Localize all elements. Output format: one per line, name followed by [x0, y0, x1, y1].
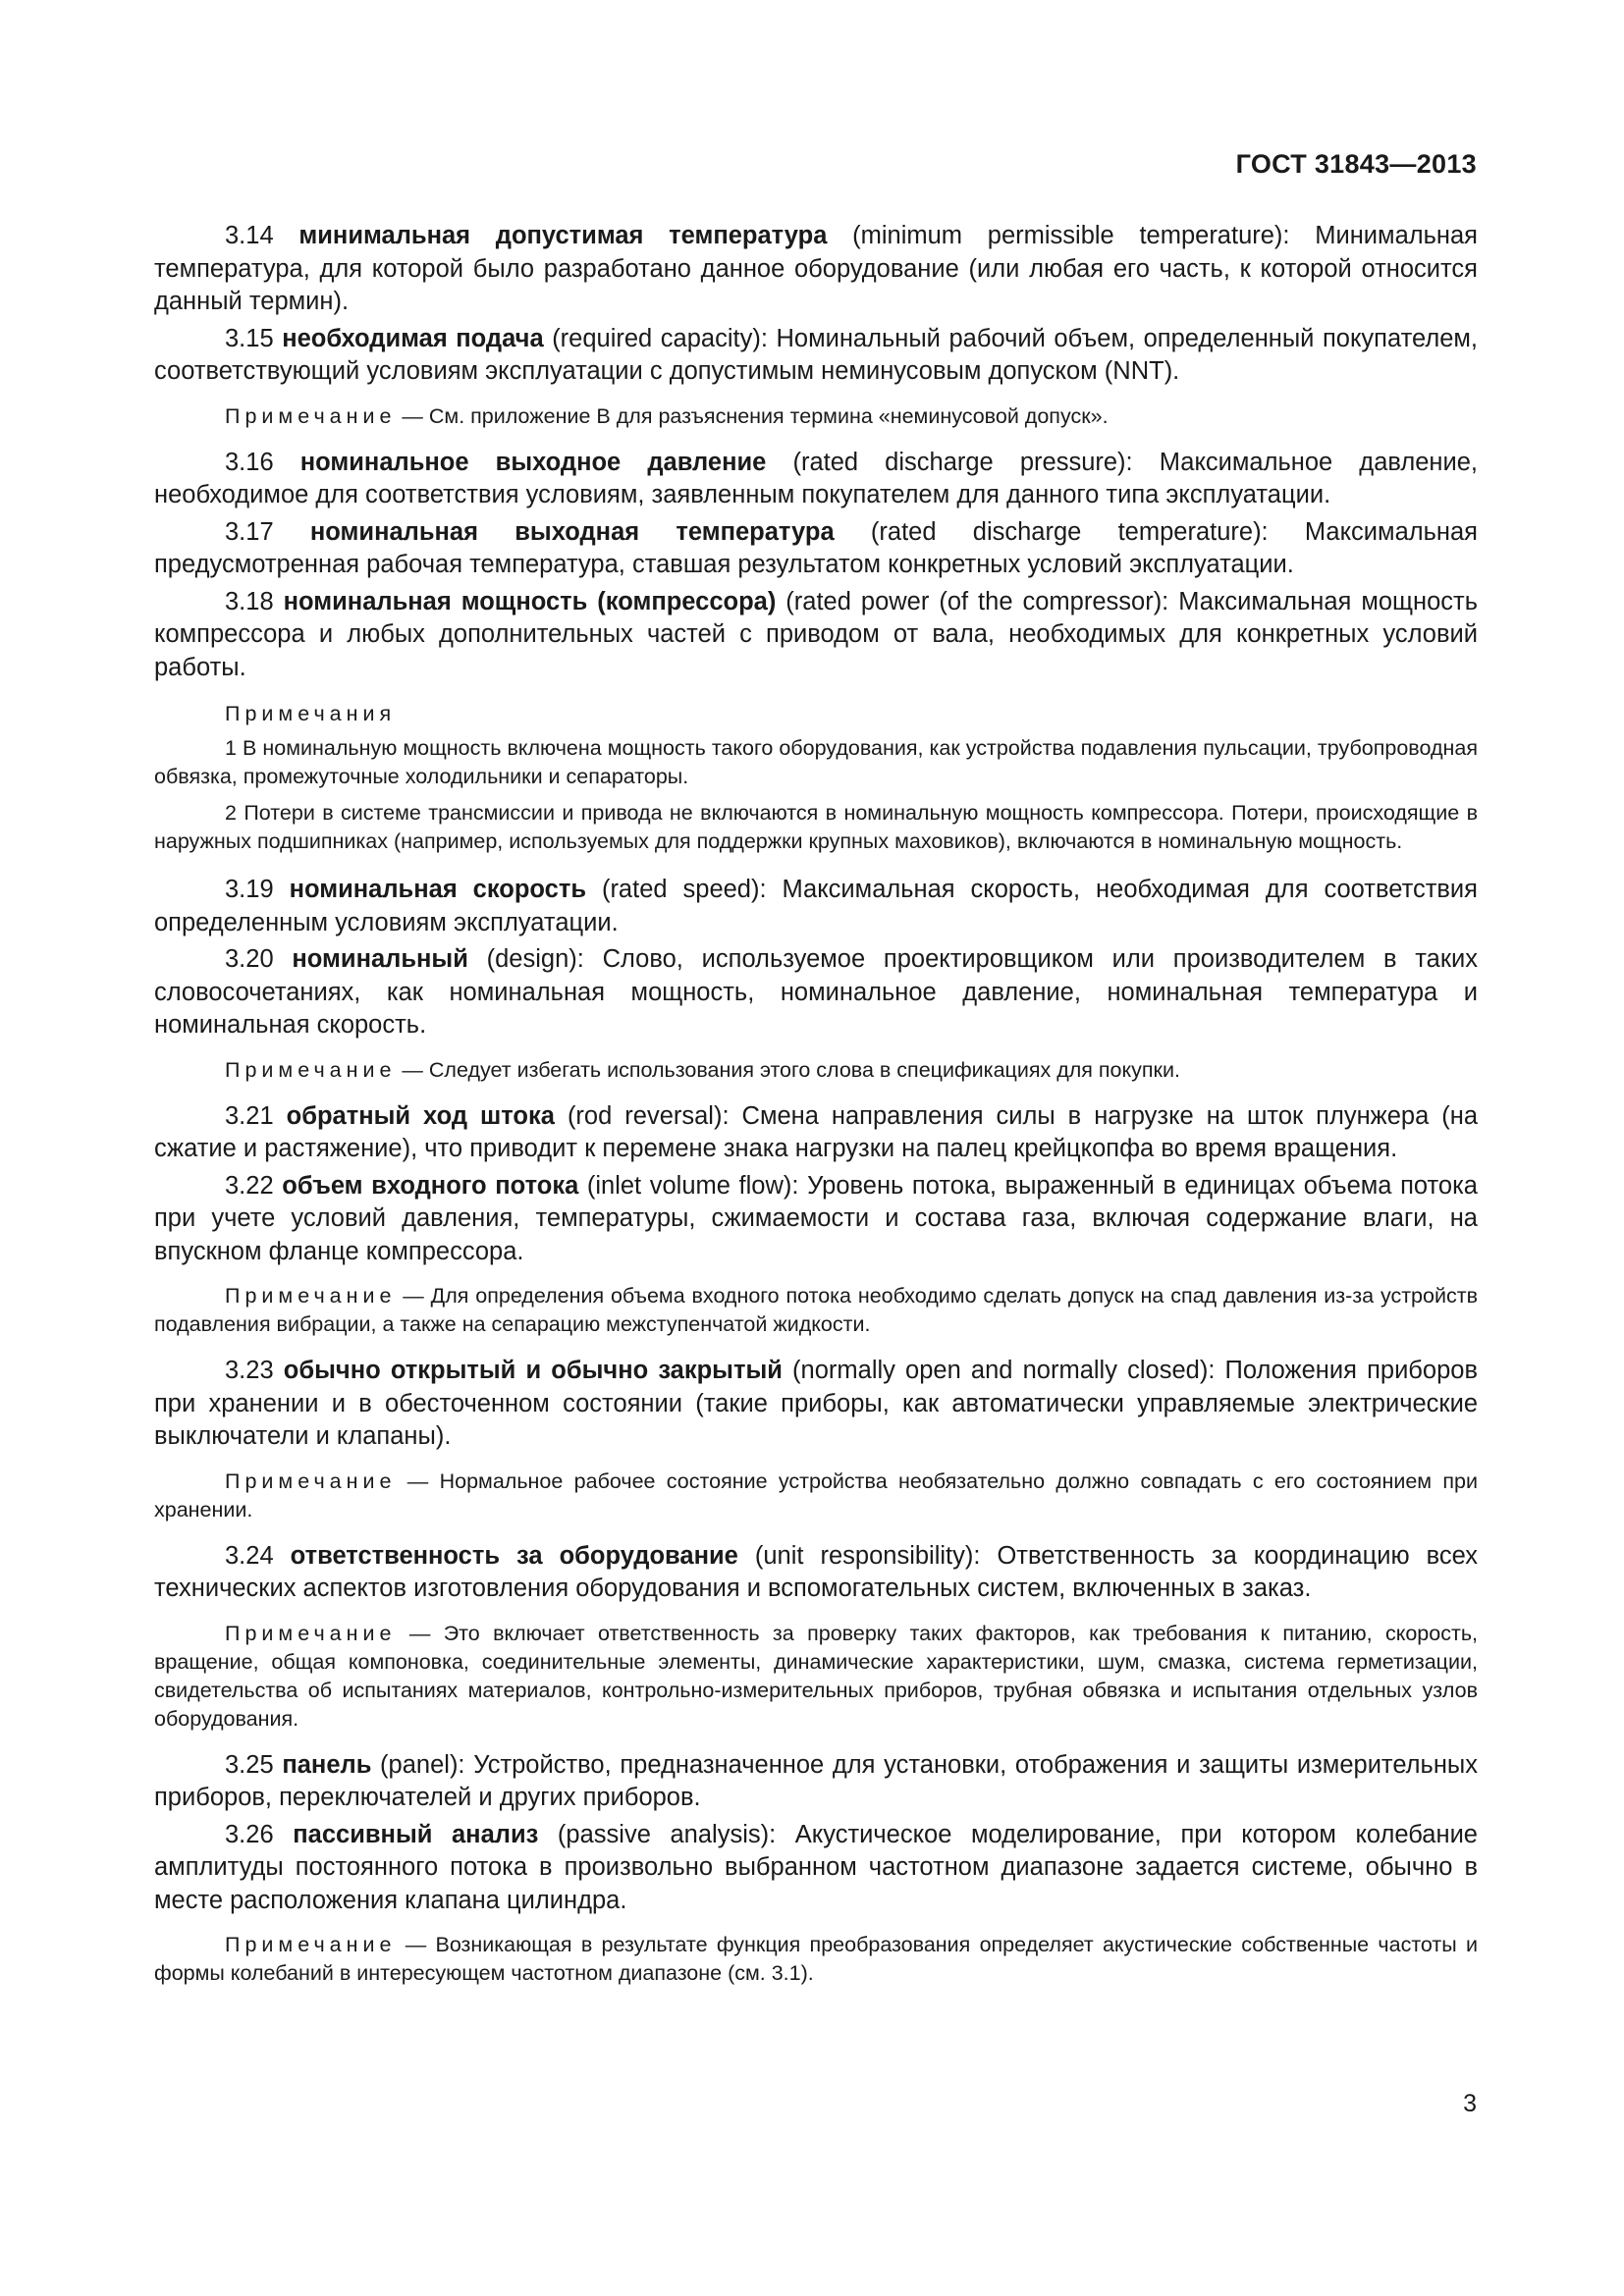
- term-name: номинальный: [292, 945, 468, 973]
- term-number: 3.15: [225, 324, 274, 352]
- term-name: номинальное выходное давление: [299, 448, 767, 476]
- term-3-21: [154, 1100, 1478, 1166]
- term-definition: (rated power (of the compressor): Максимальная мощность компрессора и любых дополнительных частей с приводом от вала, необходимых для конкретных условий работы.: [154, 587, 1478, 681]
- note-3-26: [154, 1931, 1478, 1988]
- term-3-17: [154, 516, 1478, 582]
- term-definition: (inlet volume flow): Уровень потока, выраженный в единицах объема потока при учете условий давления, температуры, сжимаемости и состава газа, включая содержание влаги, на впускном фланце компрессора.: [154, 1171, 1478, 1265]
- term-3-20: [154, 943, 1478, 1042]
- term-number: 3.16: [225, 448, 274, 476]
- term-3-23: [154, 1355, 1478, 1454]
- term-definition: (required capacity): Номинальный рабочий объем, определенный покупателем, соответствующий условиям эксплуатации с допустимым неминусовым допуском (NNT).: [154, 324, 1478, 385]
- term-number: 3.23: [225, 1357, 274, 1384]
- term-name: номинальная мощность (компрессора): [283, 587, 777, 615]
- term-3-16: [154, 447, 1478, 512]
- term-number: 3.19: [225, 876, 274, 903]
- note-3-22: [154, 1282, 1478, 1339]
- term-definition: (design): Слово, используемое проектировщиком или производителем в таких словосочетаниях, как номинальная мощность, номинальное давление, номинальная температура и номинальная скорость.: [154, 945, 1478, 1039]
- note-label: Примечание: [225, 403, 397, 428]
- term-name: обратный ход штока: [286, 1101, 555, 1130]
- term-number: 3.14: [225, 222, 274, 249]
- note-3-15: [154, 402, 1478, 431]
- term-number: 3.20: [225, 945, 274, 973]
- note-label: Примечание: [225, 1468, 397, 1493]
- term-number: 3.17: [225, 517, 274, 546]
- term-definition: (passive analysis): Акустическое моделирование, при котором колебание амплитуды постоянного потока в произвольно выбранном частотном диапазоне задается системе, обычно в месте расположения клапана цилиндра.: [154, 1820, 1478, 1914]
- note-3-24: [154, 1620, 1478, 1734]
- notes-heading-3-18: Примечания: [225, 702, 397, 725]
- term-number: 3.26: [225, 1820, 274, 1848]
- note-text: — Возникающая в результате функция преобразования определяет акустические собственные частоты и формы колебаний в интересующем частотном диапазоне (см. 3.1).: [154, 1933, 1478, 1985]
- term-definition: (minimum permissible temperature): Минимальная температура, для которой было разработано данное оборудование (или любая его часть, к которой относится данный термин).: [154, 222, 1478, 315]
- note-3-20: [154, 1056, 1478, 1085]
- term-3-22: [154, 1170, 1478, 1269]
- term-definition: (rod reversal): Смена направления силы в нагрузке на шток плунжера (на сжатие и растяжение), что приводит к перемене знака нагрузки на палец крейцкопфа во время вращения.: [154, 1101, 1479, 1162]
- term-3-24: [154, 1540, 1478, 1606]
- note-item-2: 2 Потери в системе трансмиссии и привода не включаются в номинальную мощность компрессора. Потери, происходящие в наружных подшипниках (например, используемых для поддержки крупных маховиков), включаются в номинальную мощность.: [154, 801, 1478, 853]
- note-text: — См. приложение В для разъяснения термина «неминусовой допуск».: [396, 403, 1109, 428]
- note-text: — Это включает ответственность за проверку таких факторов, как требования к питанию, скорость, вращение, общая компоновка, соединительные элементы, динамические характеристики, шум, смазка, система герметизации, свидетельства об испытаниях материалов, контрольно-измерительных приборов, трубная обвязка и испытания отдельных узлов оборудования.: [154, 1621, 1478, 1731]
- page-number: 3: [1463, 2090, 1477, 2117]
- term-definition: (panel): Устройство, предназначенное для установки, отображения и защиты измерительных приборов, переключателей и других приборов.: [154, 1750, 1478, 1811]
- note-label: Примечание: [225, 1057, 397, 1082]
- term-definition: (normally open and normally closed): Положения приборов при хранении и в обесточенном состоянии (такие приборы, как автоматически управляемые электрические выключатели и клапаны).: [154, 1357, 1479, 1450]
- term-name: необходимая подача: [282, 324, 544, 352]
- term-number: 3.22: [225, 1171, 274, 1200]
- term-definition: (unit responsibility): Ответственность за координацию всех технических аспектов изготовления оборудования и вспомогательных систем, включенных в заказ.: [154, 1541, 1478, 1602]
- note-text: — Нормальное рабочее состояние устройства необязательно должно совпадать с его состоянием при хранении.: [154, 1468, 1478, 1522]
- term-definition: (rated speed): Максимальная скорость, необходимая для соответствия определенным условиям эксплуатации.: [154, 876, 1478, 936]
- note-item-1: 1 В номинальную мощность включена мощность такого оборудования, как устройства подавления пульсации, трубопроводная обвязка, промежуточные холодильники и сепараторы.: [154, 736, 1478, 788]
- note-label: Примечание: [225, 1621, 397, 1645]
- note-label: Примечание: [225, 1933, 397, 1956]
- term-number: 3.21: [225, 1101, 274, 1130]
- term-3-18: [154, 586, 1478, 685]
- term-name: минимальная допустимая температура: [298, 222, 828, 249]
- term-name: пассивный анализ: [293, 1820, 539, 1848]
- document-id-header: ГОСТ 31843—2013: [1235, 149, 1477, 179]
- term-name: номинальная скорость: [289, 876, 586, 903]
- term-number: 3.25: [225, 1750, 274, 1779]
- term-name: номинальная выходная температура: [309, 517, 835, 546]
- term-name: объем входного потока: [282, 1171, 579, 1200]
- term-3-19: [154, 874, 1478, 939]
- note-text: — Для определения объема входного потока необходимо сделать допуск на спад давления из-за устройств подавления вибрации, а также на сепарацию межступенчатой жидкости.: [154, 1284, 1478, 1336]
- term-name: панель: [282, 1750, 372, 1779]
- note-label: Примечание: [225, 1284, 397, 1308]
- term-3-14: [154, 220, 1478, 319]
- term-3-25: [154, 1749, 1478, 1815]
- term-number: 3.24: [225, 1541, 274, 1570]
- term-3-15: [154, 323, 1478, 389]
- term-name: обычно открытый и обычно закрытый: [283, 1357, 783, 1384]
- term-name: ответственность за оборудование: [290, 1541, 738, 1570]
- note-text: — Следует избегать использования этого слова в спецификациях для покупки.: [396, 1057, 1180, 1082]
- term-number: 3.18: [225, 587, 274, 615]
- term-definition: (rated discharge pressure): Максимальное давление, необходимое для соответствия условиям, заявленным покупателем для данного типа эксплуатации.: [154, 448, 1478, 508]
- term-definition: (rated discharge temperature): Максимальная предусмотренная рабочая температура, ставшая результатом конкретных условий эксплуатации.: [154, 517, 1478, 578]
- term-3-26: [154, 1819, 1478, 1918]
- note-3-23: [154, 1468, 1478, 1524]
- document-body: [154, 220, 1478, 2003]
